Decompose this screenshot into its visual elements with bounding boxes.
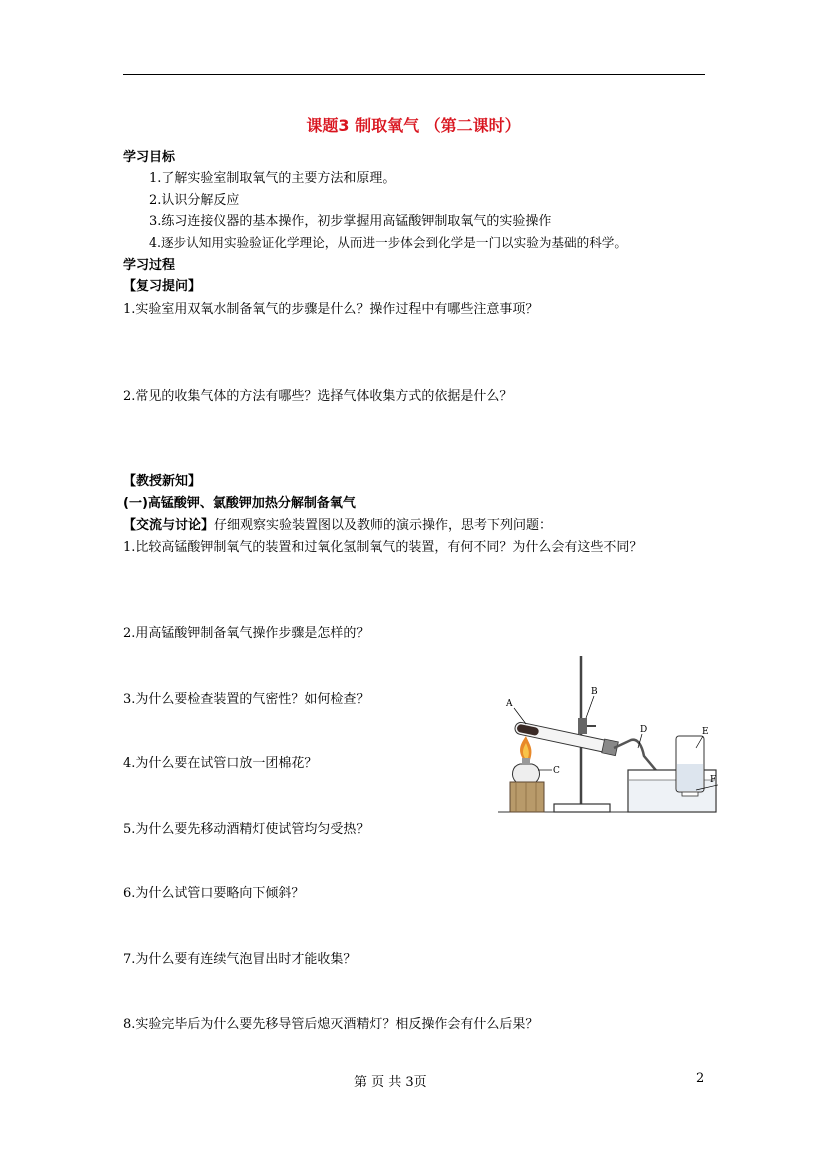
discussion-question: 3.为什么要检查装置的气密性？如何检查？ bbox=[123, 692, 370, 707]
footer-page-text: 第 页 共 3页 bbox=[354, 1075, 427, 1090]
goal-item: 3.练习连接仪器的基本操作，初步掌握用高锰酸钾制取氧气的实验操作 bbox=[149, 214, 552, 229]
discussion-question: 1.比较高锰酸钾制氧气的装置和过氧化氢制氧气的装置，有何不同？为什么会有这些不同？ bbox=[123, 540, 643, 555]
footer-page-number: 2 bbox=[696, 1071, 705, 1086]
oxygen-apparatus-figure bbox=[496, 652, 718, 820]
label-d: D bbox=[640, 725, 648, 735]
discussion-question: 5.为什么要先移动酒精灯使试管均匀受热？ bbox=[123, 822, 370, 837]
label-b: B bbox=[591, 687, 598, 697]
goals-heading: 学习目标 bbox=[123, 150, 176, 165]
goal-item: 1.了解实验室制取氧气的主要方法和原理。 bbox=[149, 171, 396, 186]
discussion-question: 2.用高锰酸钾制备氧气操作步骤是怎样的？ bbox=[123, 626, 370, 641]
label-f: F bbox=[710, 775, 717, 785]
goal-item: 4.逐步认知用实验验证化学理论，从而进一步体会到化学是一门以实验为基础的科学。 bbox=[149, 235, 627, 250]
discussion-question: 4.为什么要在试管口放一团棉花？ bbox=[123, 756, 318, 771]
discussion-question: 7.为什么要有连续气泡冒出时才能收集？ bbox=[123, 952, 357, 967]
page-title: 课题3 制取氧气 （第二课时） bbox=[306, 116, 521, 135]
goal-item: 2.认识分解反应 bbox=[149, 193, 240, 208]
discuss-label: 【交流与讨论】 bbox=[123, 518, 215, 533]
process-heading: 学习过程 bbox=[123, 258, 176, 273]
discuss-line bbox=[123, 514, 552, 533]
stand-base bbox=[554, 804, 610, 812]
teach-heading: 【教授新知】 bbox=[123, 474, 202, 489]
label-c: C bbox=[553, 766, 560, 776]
discussion-question: 8.实验完毕后为什么要先移导管后熄灭酒精灯？相反操作会有什么后果？ bbox=[123, 1017, 539, 1032]
clamp bbox=[578, 718, 587, 734]
label-e: E bbox=[702, 727, 709, 737]
wooden-block bbox=[510, 782, 544, 812]
review-question: 2.常见的收集气体的方法有哪些？选择气体收集方式的依据是什么？ bbox=[123, 389, 513, 404]
label-a: A bbox=[506, 699, 513, 709]
section-heading: (一)高锰酸钾、氯酸钾加热分解制备氧气 bbox=[123, 496, 356, 511]
discussion-question: 6.为什么试管口要略向下倾斜？ bbox=[123, 886, 305, 901]
review-question: 1.实验室用双氧水制备氧气的步骤是什么？操作过程中有哪些注意事项？ bbox=[123, 302, 539, 317]
review-heading: 【复习提问】 bbox=[123, 279, 202, 294]
header-rule bbox=[123, 74, 705, 75]
alcohol-lamp bbox=[513, 764, 540, 782]
discuss-text: 仔细观察实验装置图以及教师的演示操作，思考下列问题： bbox=[214, 518, 553, 533]
